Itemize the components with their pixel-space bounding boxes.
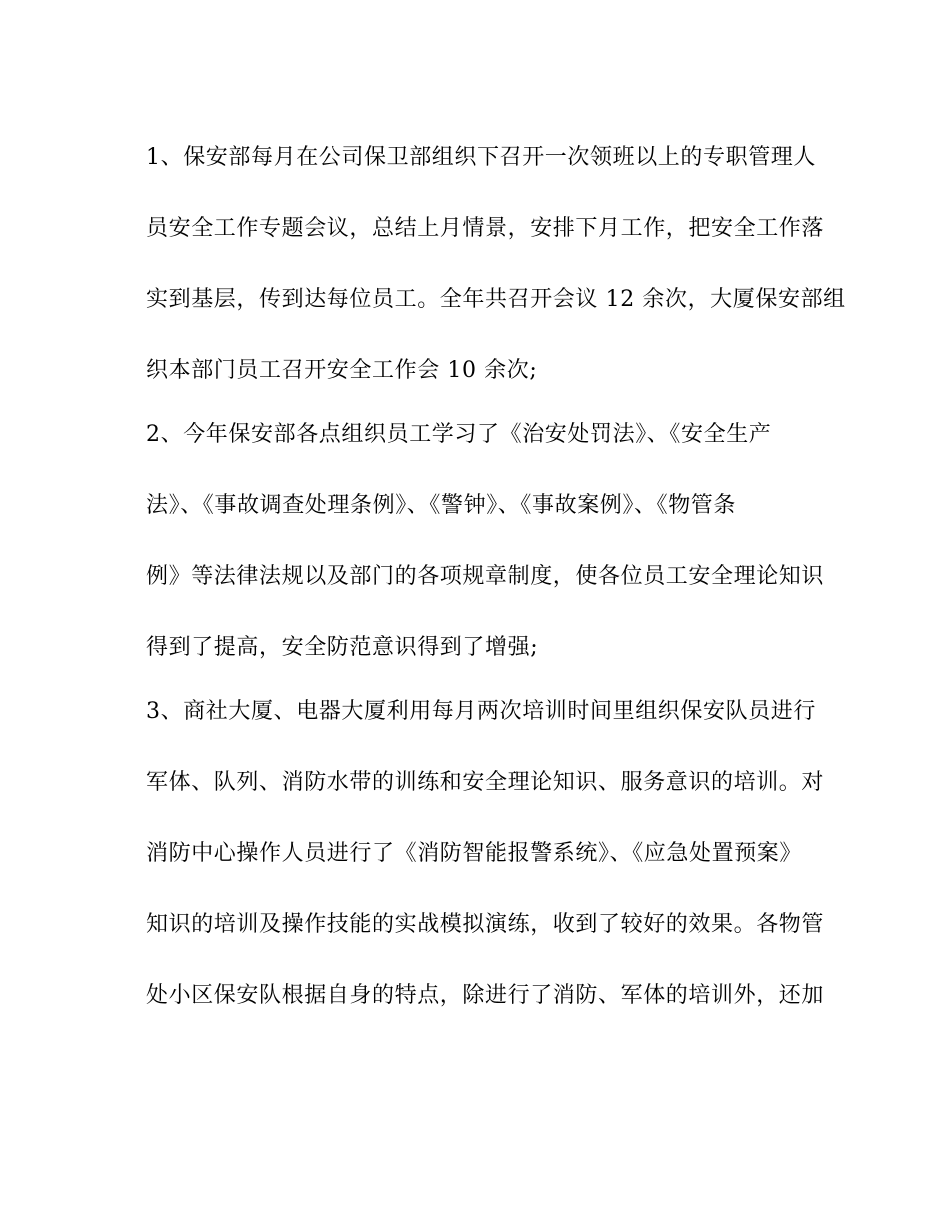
text-line: 2、今年保安部各点组织员工学习了《治安处罚法》、《安全生产 bbox=[146, 422, 772, 447]
text-line: 消防中心操作人员进行了《消防智能报警系统》、《应急处置预案》 bbox=[146, 841, 803, 866]
text-line: 织本部门员工召开安全工作会 10 余次; bbox=[146, 358, 538, 383]
text-line: 法》、《事故调查处理条例》、《警钟》、《事故案例》、《物管条 bbox=[146, 493, 737, 518]
text-line: 实到基层，传到达每位员工。全年共召开会议 12 余次，大厦保安部组 bbox=[146, 287, 846, 312]
text-line: 3、商社大厦、电器大厦利用每月两次培训时间里组织保安队员进行 bbox=[146, 699, 816, 724]
text-line: 员安全工作专题会议，总结上月情景，安排下月工作，把安全工作落 bbox=[146, 216, 825, 241]
text-line: 军体、队列、消防水带的训练和安全理论知识、服务意识的培训。对 bbox=[146, 770, 825, 795]
text-line: 知识的培训及操作技能的实战模拟演练，收到了较好的效果。各物管 bbox=[146, 912, 825, 937]
text-line: 得到了提高，安全防范意识得到了增强; bbox=[146, 635, 539, 660]
text-line: 1、保安部每月在公司保卫部组织下召开一次领班以上的专职管理人 bbox=[146, 145, 816, 170]
text-line: 处小区保安队根据自身的特点，除进行了消防、军体的培训外，还加 bbox=[146, 983, 825, 1008]
text-line: 例》等法律法规以及部门的各项规章制度，使各位员工安全理论知识 bbox=[146, 564, 825, 589]
